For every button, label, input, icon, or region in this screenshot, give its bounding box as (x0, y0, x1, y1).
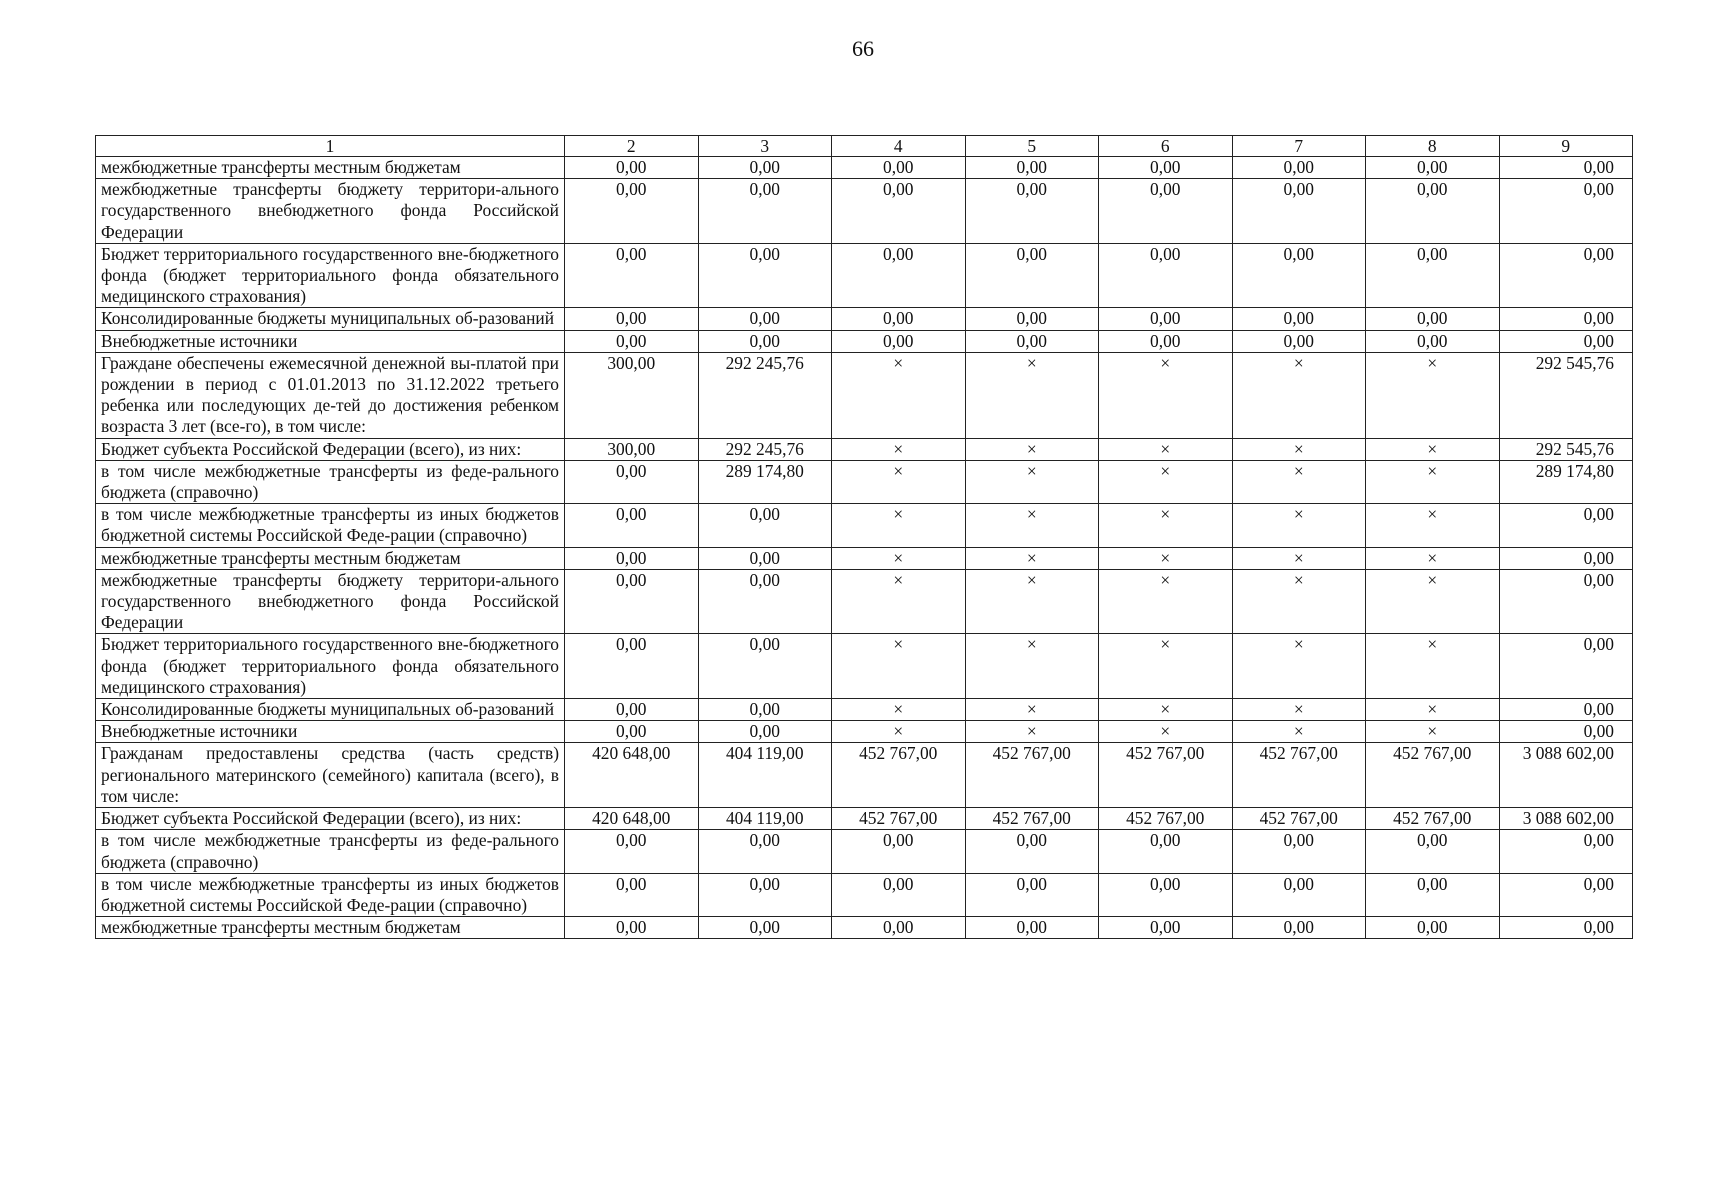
table-body (96, 157, 1633, 939)
cell-value: 0,00 (1499, 721, 1633, 743)
cell-value: 0,00 (1099, 330, 1233, 352)
cell-value: 0,00 (1366, 179, 1500, 244)
cell-value: × (1099, 504, 1233, 547)
cell-value: 289 174,80 (1499, 460, 1633, 503)
column-header-4: 4 (832, 136, 966, 157)
cell-value: × (1232, 634, 1366, 699)
cell-value: 0,00 (1099, 157, 1233, 179)
table-row (96, 157, 1633, 179)
cell-value: × (1366, 352, 1500, 438)
table-row (96, 330, 1633, 352)
row-label: межбюджетные трансферты местным бюджетам (96, 547, 565, 569)
cell-value: × (1099, 569, 1233, 634)
cell-value: 300,00 (565, 438, 699, 460)
cell-value: 452 767,00 (1366, 743, 1500, 808)
cell-value: × (965, 438, 1099, 460)
table-row (96, 460, 1633, 503)
cell-value: × (1099, 699, 1233, 721)
cell-value: × (832, 504, 966, 547)
column-header-3: 3 (698, 136, 832, 157)
row-label: в том числе межбюджетные трансферты из иных бюджетов бюджетной системы Российской Феде-рации (справочно) (96, 873, 565, 916)
cell-value: × (832, 699, 966, 721)
cell-value: 0,00 (1499, 830, 1633, 873)
cell-value: 420 648,00 (565, 743, 699, 808)
cell-value: 0,00 (1499, 179, 1633, 244)
table-row (96, 438, 1633, 460)
cell-value: 0,00 (1366, 917, 1500, 939)
column-header-1: 1 (96, 136, 565, 157)
cell-value: × (1099, 721, 1233, 743)
cell-value: × (1099, 634, 1233, 699)
cell-value: × (1366, 547, 1500, 569)
cell-value: 0,00 (698, 330, 832, 352)
cell-value: 0,00 (1099, 917, 1233, 939)
cell-value: × (965, 352, 1099, 438)
cell-value: × (832, 547, 966, 569)
cell-value: 0,00 (832, 179, 966, 244)
row-label: Бюджет территориального государственного вне-бюджетного фонда (бюджет территориального фонда обязательного медицинского страхования) (96, 634, 565, 699)
table-row (96, 504, 1633, 547)
cell-value: 452 767,00 (1099, 743, 1233, 808)
row-label: Бюджет субъекта Российской Федерации (всего), из них: (96, 808, 565, 830)
header-row (96, 136, 1633, 157)
cell-value: × (832, 634, 966, 699)
cell-value: 0,00 (832, 243, 966, 308)
cell-value: × (1232, 569, 1366, 634)
cell-value: 0,00 (565, 243, 699, 308)
table-row (96, 830, 1633, 873)
cell-value: 3 088 602,00 (1499, 808, 1633, 830)
row-label: Внебюджетные источники (96, 330, 565, 352)
cell-value: × (1366, 460, 1500, 503)
row-label: в том числе межбюджетные трансферты из феде-рального бюджета (справочно) (96, 830, 565, 873)
table-row (96, 721, 1633, 743)
cell-value: 3 088 602,00 (1499, 743, 1633, 808)
row-label: Гражданам предоставлены средства (часть средств) регионального материнского (семейного) капитала (всего), в том числе: (96, 743, 565, 808)
cell-value: 292 545,76 (1499, 438, 1633, 460)
cell-value: 0,00 (1232, 873, 1366, 916)
cell-value: 452 767,00 (965, 808, 1099, 830)
table-row (96, 699, 1633, 721)
cell-value: 404 119,00 (698, 743, 832, 808)
cell-value: 0,00 (965, 179, 1099, 244)
cell-value: 452 767,00 (1366, 808, 1500, 830)
cell-value: × (832, 569, 966, 634)
cell-value: 0,00 (1099, 873, 1233, 916)
cell-value: 0,00 (832, 830, 966, 873)
table-row (96, 352, 1633, 438)
row-label: Внебюджетные источники (96, 721, 565, 743)
cell-value: 0,00 (565, 308, 699, 330)
cell-value: × (1366, 438, 1500, 460)
cell-value: 0,00 (832, 873, 966, 916)
cell-value: 0,00 (698, 721, 832, 743)
column-header-6: 6 (1099, 136, 1233, 157)
row-label: межбюджетные трансферты бюджету территори-ального государственного внебюджетного фонда Российской Федерации (96, 569, 565, 634)
cell-value: × (1099, 352, 1233, 438)
cell-value: 292 245,76 (698, 352, 832, 438)
cell-value: × (965, 504, 1099, 547)
cell-value: 420 648,00 (565, 808, 699, 830)
cell-value: 0,00 (832, 917, 966, 939)
table-row (96, 179, 1633, 244)
cell-value: × (832, 721, 966, 743)
table-row (96, 634, 1633, 699)
table-row (96, 808, 1633, 830)
cell-value: 0,00 (965, 330, 1099, 352)
cell-value: × (1366, 699, 1500, 721)
table-row (96, 547, 1633, 569)
cell-value: 0,00 (1232, 179, 1366, 244)
cell-value: 0,00 (565, 721, 699, 743)
table-row (96, 308, 1633, 330)
cell-value: × (1232, 699, 1366, 721)
cell-value: 0,00 (1366, 873, 1500, 916)
row-label: в том числе межбюджетные трансферты из феде-рального бюджета (справочно) (96, 460, 565, 503)
cell-value: × (1232, 721, 1366, 743)
cell-value: × (832, 352, 966, 438)
cell-value: 0,00 (698, 157, 832, 179)
cell-value: 0,00 (698, 243, 832, 308)
cell-value: × (1366, 569, 1500, 634)
cell-value: 0,00 (565, 917, 699, 939)
cell-value: × (965, 460, 1099, 503)
cell-value: 0,00 (565, 330, 699, 352)
cell-value: × (1366, 634, 1500, 699)
cell-value: 0,00 (565, 569, 699, 634)
cell-value: 0,00 (1366, 308, 1500, 330)
cell-value: 0,00 (832, 308, 966, 330)
cell-value: 0,00 (1232, 157, 1366, 179)
cell-value: 0,00 (1232, 330, 1366, 352)
row-label: Консолидированные бюджеты муниципальных об-разований (96, 308, 565, 330)
cell-value: 0,00 (832, 157, 966, 179)
cell-value: 0,00 (1232, 917, 1366, 939)
cell-value: 0,00 (565, 460, 699, 503)
cell-value: 452 767,00 (832, 808, 966, 830)
cell-value: 0,00 (565, 547, 699, 569)
cell-value: 0,00 (1499, 308, 1633, 330)
cell-value: 0,00 (1499, 330, 1633, 352)
cell-value: 0,00 (698, 179, 832, 244)
cell-value: × (1232, 438, 1366, 460)
cell-value: 0,00 (1499, 157, 1633, 179)
table-header (96, 136, 1633, 157)
cell-value: 452 767,00 (832, 743, 966, 808)
cell-value: × (965, 634, 1099, 699)
budget-table (95, 135, 1633, 939)
cell-value: 0,00 (1366, 243, 1500, 308)
row-label: Бюджет субъекта Российской Федерации (всего), из них: (96, 438, 565, 460)
column-header-2: 2 (565, 136, 699, 157)
cell-value: 452 767,00 (1232, 808, 1366, 830)
cell-value: 0,00 (565, 179, 699, 244)
cell-value: × (1366, 504, 1500, 547)
cell-value: 0,00 (1099, 179, 1233, 244)
cell-value: 289 174,80 (698, 460, 832, 503)
cell-value: 0,00 (832, 330, 966, 352)
cell-value: 0,00 (1499, 634, 1633, 699)
cell-value: 0,00 (698, 504, 832, 547)
cell-value: 0,00 (698, 830, 832, 873)
row-label: межбюджетные трансферты местным бюджетам (96, 157, 565, 179)
cell-value: 0,00 (698, 699, 832, 721)
cell-value: 0,00 (565, 873, 699, 916)
cell-value: × (832, 460, 966, 503)
cell-value: × (832, 438, 966, 460)
cell-value: 292 545,76 (1499, 352, 1633, 438)
cell-value: 0,00 (565, 634, 699, 699)
cell-value: 0,00 (1099, 308, 1233, 330)
cell-value: 0,00 (698, 634, 832, 699)
cell-value: 0,00 (965, 243, 1099, 308)
table-row (96, 743, 1633, 808)
cell-value: 0,00 (1499, 699, 1633, 721)
column-header-7: 7 (1232, 136, 1366, 157)
row-label: Бюджет территориального государственного вне-бюджетного фонда (бюджет территориального фонда обязательного медицинского страхования) (96, 243, 565, 308)
cell-value: 0,00 (1499, 504, 1633, 547)
cell-value: 292 245,76 (698, 438, 832, 460)
cell-value: 0,00 (1499, 917, 1633, 939)
cell-value: 0,00 (1232, 308, 1366, 330)
cell-value: × (1232, 547, 1366, 569)
cell-value: 452 767,00 (1232, 743, 1366, 808)
table-row (96, 569, 1633, 634)
cell-value: 0,00 (1366, 330, 1500, 352)
cell-value: 404 119,00 (698, 808, 832, 830)
cell-value: × (1099, 438, 1233, 460)
cell-value: × (965, 547, 1099, 569)
cell-value: 0,00 (698, 547, 832, 569)
row-label: межбюджетные трансферты местным бюджетам (96, 917, 565, 939)
table-row (96, 873, 1633, 916)
cell-value: × (1366, 721, 1500, 743)
page-number: 66 (852, 36, 874, 61)
cell-value: 0,00 (1499, 243, 1633, 308)
cell-value: × (1232, 504, 1366, 547)
cell-value: × (1099, 460, 1233, 503)
cell-value: 0,00 (965, 873, 1099, 916)
cell-value: 0,00 (1499, 547, 1633, 569)
row-label: межбюджетные трансферты бюджету территори-ального государственного внебюджетного фонда Российской Федерации (96, 179, 565, 244)
row-label: Граждане обеспечены ежемесячной денежной вы-платой при рождении в период с 01.01.2013 по 31.12.2022 третьего ребенка или последующих де-тей до достижения ребенком возраста 3 лет (все-го), в том числе: (96, 352, 565, 438)
cell-value: 0,00 (1232, 830, 1366, 873)
cell-value: 0,00 (698, 917, 832, 939)
row-label: Консолидированные бюджеты муниципальных об-разований (96, 699, 565, 721)
cell-value: × (965, 721, 1099, 743)
cell-value: × (1099, 547, 1233, 569)
cell-value: 0,00 (965, 917, 1099, 939)
cell-value: × (1232, 460, 1366, 503)
cell-value: 0,00 (1366, 830, 1500, 873)
cell-value: 0,00 (1499, 873, 1633, 916)
cell-value: 0,00 (698, 569, 832, 634)
column-header-9: 9 (1499, 136, 1633, 157)
cell-value: 0,00 (965, 308, 1099, 330)
cell-value: 0,00 (1099, 830, 1233, 873)
column-header-8: 8 (1366, 136, 1500, 157)
cell-value: 452 767,00 (965, 743, 1099, 808)
cell-value: × (965, 699, 1099, 721)
cell-value: 0,00 (965, 157, 1099, 179)
cell-value: 0,00 (565, 830, 699, 873)
cell-value: × (1232, 352, 1366, 438)
cell-value: 0,00 (1232, 243, 1366, 308)
cell-value: 0,00 (698, 873, 832, 916)
cell-value: 452 767,00 (1099, 808, 1233, 830)
cell-value: 0,00 (1099, 243, 1233, 308)
row-label: в том числе межбюджетные трансферты из иных бюджетов бюджетной системы Российской Феде-рации (справочно) (96, 504, 565, 547)
cell-value: 0,00 (1366, 157, 1500, 179)
cell-value: 0,00 (965, 830, 1099, 873)
cell-value: 0,00 (565, 504, 699, 547)
cell-value: 0,00 (1499, 569, 1633, 634)
cell-value: × (965, 569, 1099, 634)
table-row (96, 917, 1633, 939)
cell-value: 0,00 (565, 699, 699, 721)
cell-value: 0,00 (565, 157, 699, 179)
cell-value: 300,00 (565, 352, 699, 438)
table-row (96, 243, 1633, 308)
column-header-5: 5 (965, 136, 1099, 157)
cell-value: 0,00 (698, 308, 832, 330)
